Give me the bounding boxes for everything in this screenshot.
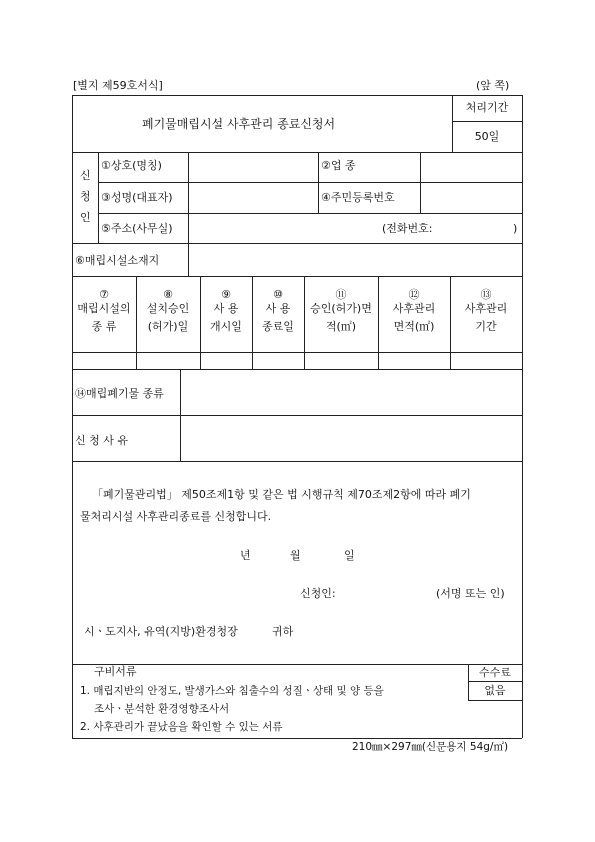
applicant-signature-field[interactable] <box>348 582 434 604</box>
application-form <box>72 95 522 738</box>
date-day: 일 <box>344 549 355 562</box>
waste-type-label: ⑭매립폐기물 종류 <box>75 387 164 400</box>
processing-period-value: 50일 <box>474 130 500 143</box>
column-aftercare-period: ⑬ 사후관리 기간 <box>464 288 508 333</box>
addressee: 시ㆍ도지사, 유역(지방)환경청장 <box>84 625 238 638</box>
column-aftercare-area: ⑫ 사후관리 면적(㎡) <box>392 288 436 333</box>
business-name-label: ①상호(명칭) <box>101 159 162 172</box>
form-number: [별지 제59호서식] <box>73 79 163 92</box>
address-field[interactable] <box>190 215 380 242</box>
paper-spec: 210㎜×297㎜(신문용지 54g/㎡) <box>352 741 509 753</box>
applicant-signature-label: 신청인: <box>300 587 336 600</box>
processing-period-label: 처리기간 <box>465 101 509 114</box>
phone-label: (전화번호: <box>382 222 433 235</box>
declaration-line-2: 물처리시설 사후관리종료를 신청합니다. <box>80 510 272 523</box>
date-month: 월 <box>290 549 301 562</box>
applicant-label-2: 청 <box>80 190 91 203</box>
document-item-1-cont: 조사ㆍ분석한 환경영향조사서 <box>94 703 230 715</box>
representative-label: ③성명(대표자) <box>101 191 173 204</box>
document-item-1: 1. 매립지반의 안정도, 발생가스와 침출수의 성질ㆍ상태 및 양 등을 <box>80 685 384 697</box>
applicant-label-1: 신 <box>80 169 91 182</box>
facility-data-row[interactable] <box>73 353 521 368</box>
form-left-border <box>72 95 73 738</box>
column-approved-area: ⑪ 승인(허가)면 적(㎡) <box>310 288 372 333</box>
fee-value: 없음 <box>484 684 506 697</box>
form-right-border <box>522 95 523 738</box>
phone-field[interactable] <box>447 215 513 242</box>
representative-field[interactable] <box>190 184 316 212</box>
form-title: 폐기물매립시설 사후관리 종료신청서 <box>142 117 336 131</box>
column-facility-type: ⑦ 매립시설의 종 류 <box>77 288 131 333</box>
signature-note: (서명 또는 인) <box>436 587 505 600</box>
facility-location-field[interactable] <box>190 245 520 275</box>
address-label: ⑤주소(사무실) <box>101 222 173 235</box>
column-approval-date: ⑧ 설치승인 (허가)일 <box>146 288 190 333</box>
form-bottom-border <box>72 738 522 739</box>
industry-label: ②업 종 <box>321 159 356 172</box>
resident-number-label: ④주민등록번호 <box>321 191 395 204</box>
declaration-line-1: 「폐기물관리법」 제50조제1항 및 같은 법 시행규칙 제70조제2항에 따라 폐기 <box>92 488 471 501</box>
reason-label: 신 청 사 유 <box>75 434 128 447</box>
document-item-2: 2. 사후관리가 끝났음을 확인할 수 있는 서류 <box>80 721 283 733</box>
documents-title: 구비서류 <box>94 665 137 678</box>
industry-field[interactable] <box>422 154 520 181</box>
form-top-border <box>72 95 522 96</box>
page-side-label: (앞 쪽) <box>476 79 510 92</box>
resident-number-field[interactable] <box>422 184 520 212</box>
reason-field[interactable] <box>182 417 520 460</box>
addressee-honorific: 귀하 <box>272 625 294 638</box>
waste-type-field[interactable] <box>182 371 520 414</box>
applicant-label-3: 인 <box>80 211 91 224</box>
date-year: 년 <box>240 549 251 562</box>
business-name-field[interactable] <box>190 154 316 181</box>
facility-location-label: ⑥매립시설소재지 <box>75 254 160 267</box>
column-use-end-date: ⑩ 사 용 종료일 <box>262 288 294 333</box>
phone-close: ) <box>513 222 518 235</box>
column-use-start-date: ⑨ 사 용 개시일 <box>210 288 242 333</box>
fee-label: 수수료 <box>479 666 511 679</box>
